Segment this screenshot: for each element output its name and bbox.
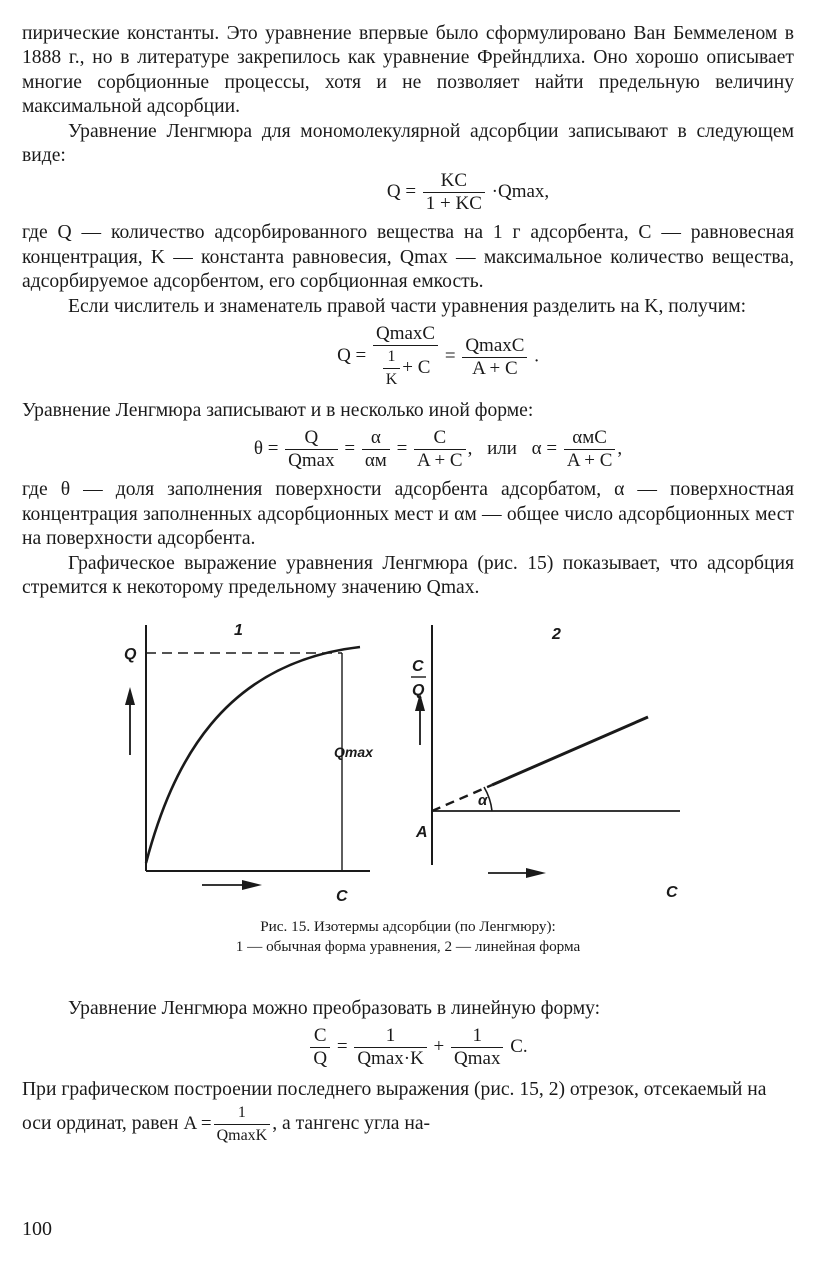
page-number: 100	[22, 1218, 52, 1240]
plot-2-intercept-label: A	[416, 823, 428, 841]
paragraph-2: Уравнение Ленгмюра для мономолекулярной адсорбции записывают в следующем виде:	[22, 120, 794, 167]
caption-line-1: Рис. 15. Изотермы адсорбции (по Ленгмюру):	[260, 917, 556, 935]
plot-1-number: 1	[234, 621, 243, 639]
formula-langmuir-divided: Q = QmaxC $\frac{1}{K}$ + C = QmaxC A + C .	[337, 323, 539, 389]
formula-intercept: A = 1 QmaxK	[183, 1113, 272, 1134]
paragraph-7: Графическое выражение уравнения Ленгмюра (рис. 15) показывает, что адсорбция стремится к некоторому предельному значению Qmax.	[22, 552, 794, 599]
plot-1-x-label: C	[336, 887, 348, 905]
plot-1-y-label: Q	[124, 645, 137, 663]
formula-theta: θ = Q Qmax = α αм = $\frac{C}{A + C}$ , или α = αмC A + C ,	[253, 427, 623, 472]
plot-2-angle-label: α	[478, 791, 488, 809]
formula-linear: $\frac{C}{Q}$ = 1 Qmax·K + 1 Qmax C.	[22, 1025, 794, 1070]
paragraph-3: где Q — количество адсорбированного вещества на 1 г адсорбента, C — равновесная концентрация, K — константа равновесия, Qmax — максимальное количество вещества, адсорбируемое адсорбентом, его сорбционная емкость.	[22, 222, 794, 293]
figure-15	[22, 615, 794, 915]
paragraph-4: Если числитель и знаменатель правой части уравнения разделить на K, получим:	[68, 295, 747, 317]
plot-2-x-label: C	[666, 883, 678, 901]
paragraph-5: Уравнение Ленгмюра записывают и в несколько иной форме:	[22, 400, 534, 422]
page-body	[22, 22, 794, 1147]
formula-langmuir: Q = $\frac{KC}{1 + KC}$ ·Qmax,	[386, 170, 550, 215]
plot-2-y-label-numerator: C	[412, 657, 424, 675]
plot-1-qmax-label: Qmax	[334, 743, 373, 760]
paragraph-8: Уравнение Ленгмюра можно преобразовать в линейную форму:	[68, 997, 601, 1019]
paragraph-1: пирические константы. Это уравнение впервые было сформулировано Ван Беммеленом в 1888 г., но в литературе закрепилось как уравнение Фрейндлиха. Оно хорошо описывает многие сорбционные процессы, хотя и не позволяет найти предельную величину максимальной адсорбции.	[22, 23, 794, 118]
paragraph-6: где θ — доля заполнения поверхности адсорбента адсорбатом, α — поверхностная концентрация заполненных адсорбционных мест и αм — общее число адсорбционных мест на поверхности адсорбента.	[22, 479, 794, 550]
figure-caption	[22, 917, 794, 957]
plot-2-y-label-denominator: Q	[412, 681, 425, 699]
plot-2-number: 2	[552, 625, 561, 643]
caption-line-2: 1 — обычная форма уравнения, 2 — линейная форма	[235, 937, 581, 955]
plot-2-linear	[415, 625, 680, 878]
paragraph-9: При графическом построении последнего выражения (рис. 15, 2) отрезок, отсекаемый на оси ординат, равен A = 1 QmaxK , а тангенс угла на-	[22, 1078, 767, 1145]
